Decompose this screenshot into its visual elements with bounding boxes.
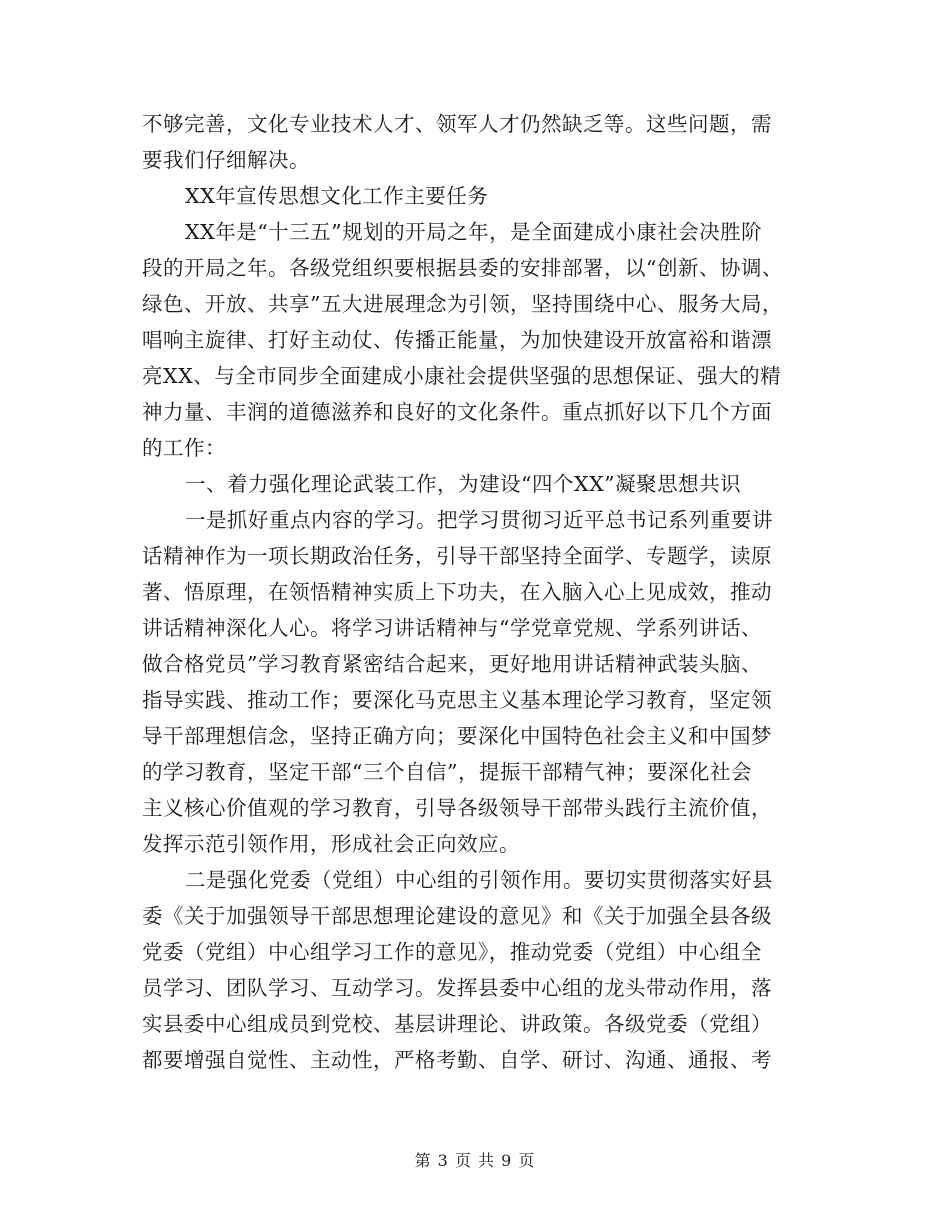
paragraph-line: 段的开局之年。各级党组织要根据县委的安排部署，以“创新、协调、 xyxy=(142,256,783,280)
paragraph-line: 都要增强自觉性、主动性，严格考勤、自学、研讨、沟通、通报、考 xyxy=(142,1048,772,1072)
paragraph-line: 神力量、丰润的道德滋养和良好的文化条件。重点抓好以下几个方面 xyxy=(142,400,772,424)
paragraph-line: 指导实践、推动工作；要深化马克思主义基本理论学习教育，坚定领 xyxy=(142,688,772,712)
paragraph-line: 著、悟原理，在领悟精神实质上下功夫，在入脑入心上见成效，推动 xyxy=(142,580,772,604)
paragraph-line: 党委（党组）中心组学习工作的意见》，推动党委（党组）中心组全 xyxy=(142,940,762,964)
paragraph-line: 绿色、开放、共享”五大进展理念为引领，坚持围绕中心、服务大局， xyxy=(142,292,783,316)
paragraph-line: 二是强化党委（党组）中心组的引领作用。要切实贯彻落实好县 xyxy=(185,868,773,892)
paragraph-line: XX年是“十三五”规划的开局之年，是全面建成小康社会决胜阶 xyxy=(185,220,763,244)
paragraph-line: 委《关于加强领导干部思想理论建设的意见》和《关于加强全县各级 xyxy=(142,904,772,928)
paragraph-line: 讲话精神深化人心。将学习讲话精神与“学党章党规、学系列讲话、 xyxy=(142,616,762,640)
paragraph-line: 不够完善，文化专业技术人才、领军人才仍然缺乏等。这些问题，需 xyxy=(142,112,772,136)
paragraph-line: 导干部理想信念，坚持正确方向；要深化中国特色社会主义和中国梦 xyxy=(142,724,772,748)
paragraph-line: 员学习、团队学习、互动学习。发挥县委中心组的龙头带动作用，落 xyxy=(142,976,772,1000)
page-footer: 第 3 页 共 9 页 xyxy=(414,1151,536,1170)
paragraph-line: 实县委中心组成员到党校、基层讲理论、讲政策。各级党委（党组） xyxy=(142,1012,772,1036)
paragraph-line: 的学习教育，坚定干部“三个自信”，提振干部精气神；要深化社会 xyxy=(142,760,752,784)
paragraph-line: 话精神作为一项长期政治任务，引导干部坚持全面学、专题学，读原 xyxy=(142,544,772,568)
paragraph-line: 做合格党员”学习教育紧密结合起来，更好地用讲话精神武装头脑、 xyxy=(142,652,762,676)
paragraph-line: 发挥示范引领作用，形成社会正向效应。 xyxy=(142,832,520,856)
paragraph-line: 一、着力强化理论武装工作，为建设“四个XX”凝聚思想共识 xyxy=(185,472,742,496)
paragraph-line: XX年宣传思想文化工作主要任务 xyxy=(185,184,489,208)
paragraph-line: 唱响主旋律、打好主动仗、传播正能量，为加快建设开放富裕和谐漂 xyxy=(142,328,772,352)
paragraph-line: 要我们仔细解决。 xyxy=(142,148,310,172)
paragraph-line: 的工作： xyxy=(142,436,226,460)
paragraph-line: 一是抓好重点内容的学习。把学习贯彻习近平总书记系列重要讲 xyxy=(185,508,773,532)
document-body xyxy=(142,106,802,1078)
paragraph-line: 亮XX、与全市同步全面建成小康社会提供坚强的思想保证、强大的精 xyxy=(142,364,782,388)
paragraph-line: 主义核心价值观的学习教育，引导各级领导干部带头践行主流价值， xyxy=(142,796,772,820)
